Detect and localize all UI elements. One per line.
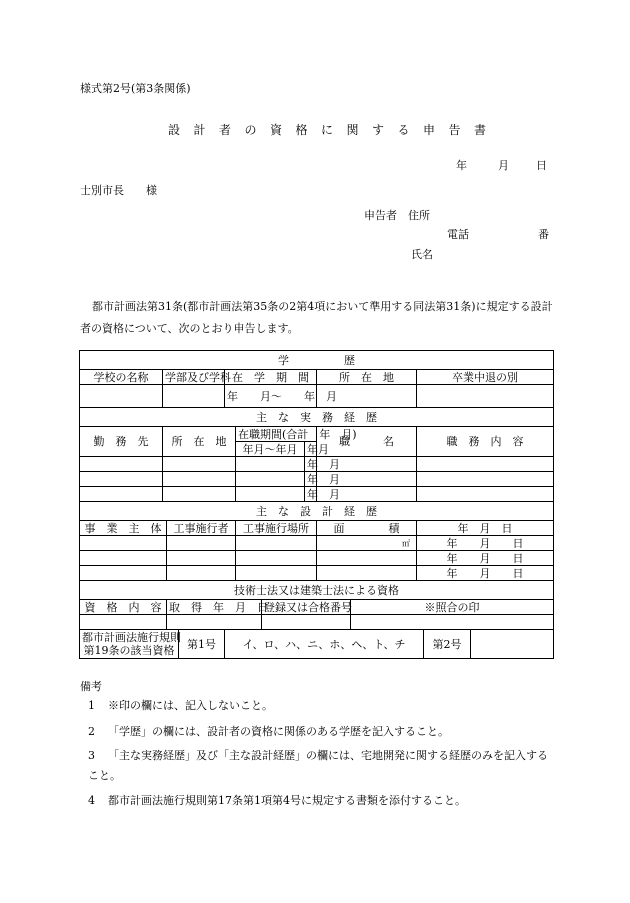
work-duties-cell[interactable] [417,487,554,502]
application-form-table [79,350,554,659]
work-col-employer: 勤 務 先 [80,427,163,457]
design-site-cell[interactable] [236,551,317,566]
qualification-col-date: 取 得 年 月 日 [167,600,262,615]
design-col-contractor: 工事施行者 [167,521,236,536]
work-to-cell[interactable]: 年 月 [305,457,317,472]
applicant-phone-label: 電話 [447,228,469,241]
qualification-number-cell[interactable] [262,615,351,630]
work-period-to: 年月 [305,442,317,457]
work-location-cell[interactable] [163,487,236,502]
rule-19-label [80,630,179,659]
design-col-site: 工事施行場所 [236,521,317,536]
remark-item [88,722,558,742]
remark-item [88,746,558,786]
work-employer-cell[interactable] [80,487,163,502]
qualification-col-content: 資 格 内 容 [80,600,167,615]
education-school-cell[interactable] [80,385,163,408]
education-col-school: 学校の名称 [80,370,163,385]
applicant-phone-suffix: 番 [538,228,549,241]
qualification-date-cell[interactable] [167,615,262,630]
rule-item1-options[interactable]: イ、ロ、ハ、ニ、ホ、ヘ、ト、チ [225,630,424,659]
work-col-location: 所 在 地 [163,427,236,457]
remark-number: 2 [88,725,95,738]
education-col-faculty: 学部及び学科 [163,370,225,385]
design-owner-cell[interactable] [80,551,167,566]
rule-19-label-line2: 第19条の該当資格 [83,644,175,657]
date-line [456,157,547,173]
work-col-period: 在職期間(合計 年 月) [236,427,317,442]
design-contractor-cell[interactable] [167,551,236,566]
remark-number: 4 [88,794,95,807]
work-duties-cell[interactable] [417,472,554,487]
design-owner-cell[interactable] [80,536,167,551]
education-col-status: 卒業中退の別 [417,370,554,385]
date-day: 日 [536,159,547,172]
rule-item1-label: 第1号 [179,630,225,659]
remark-text: 「主な実務経歴」及び「主な設計経歴」の欄には、宅地開発に関する経歴のみを記入すること。 [88,749,548,782]
addressee: 士別市長 様 [80,184,157,197]
design-area-cell[interactable] [317,536,417,551]
work-to-cell[interactable]: 年 月 [305,487,317,502]
design-contractor-cell[interactable] [167,566,236,581]
qualification-section-title: 技術士法又は建築士法による資格 [80,581,554,600]
education-col-period: 在 学 期 間 [225,370,317,385]
qualification-seal-cell [351,615,554,630]
work-from-cell[interactable] [236,472,305,487]
applicant-address-label: 申告者 住所 [364,209,430,222]
design-date-cell[interactable]: 年 月 日 [417,566,554,581]
remarks-heading: 備考 [80,680,102,693]
remark-item [88,791,558,811]
education-faculty-cell[interactable] [163,385,225,408]
design-site-cell[interactable] [236,536,317,551]
qualification-content-cell[interactable] [80,615,167,630]
design-section-title: 主 な 設 計 経 歴 [80,502,554,521]
work-employer-cell[interactable] [80,457,163,472]
declaration-text: 都市計画法第31条(都市計画法第35条の2第4項において準用する同法第31条)に規定する設計者の資格について、次のとおり申告します。 [80,300,553,335]
remark-item [88,696,558,716]
work-section-title: 主 な 実 務 経 歴 [80,408,554,427]
remark-text: ※印の欄には、記入しないこと。 [108,699,273,712]
design-date-cell[interactable]: 年 月 日 [417,536,554,551]
design-col-date: 年 月 日 [417,521,554,536]
qualification-col-seal: ※照合の印 [351,600,554,615]
rule-19-label-line1: 都市計画法施行規則 [82,631,181,644]
design-contractor-cell[interactable] [167,536,236,551]
qualification-col-number: 登録又は合格番号 [262,600,351,615]
design-date-cell[interactable]: 年 月 日 [417,551,554,566]
date-year: 年 [456,159,467,172]
work-col-title: 職 名 [317,427,417,457]
square-meter-unit: ㎡ [402,538,410,548]
rule-item2-cell[interactable] [471,630,554,659]
design-area-cell[interactable] [317,566,417,581]
form-number: 様式第2号(第3条関係) [80,82,191,95]
work-from-cell[interactable] [236,457,305,472]
design-site-cell[interactable] [236,566,317,581]
work-col-duties: 職 務 内 容 [417,427,554,457]
work-employer-cell[interactable] [80,472,163,487]
work-location-cell[interactable] [163,472,236,487]
applicant-name-label: 氏名 [411,248,433,261]
date-month: 月 [498,159,509,172]
remark-number: 1 [88,699,95,712]
education-section-title: 学 歴 [80,351,554,370]
design-col-owner: 事 業 主 体 [80,521,167,536]
work-to-cell[interactable]: 年 月 [305,472,317,487]
page-title: 設計者の資格に関する申告書 [168,123,500,137]
work-from-cell[interactable] [236,487,305,502]
rule-item2-label: 第2号 [424,630,471,659]
work-location-cell[interactable] [163,457,236,472]
work-duties-cell[interactable] [417,457,554,472]
remark-text: 「学歴」の欄には、設計者の資格に関係のある学歴を記入すること。 [108,725,449,738]
remark-number: 3 [88,749,95,762]
work-period-from: 年月～年月 [236,442,305,457]
education-status-cell[interactable] [417,385,554,408]
education-col-location: 所 在 地 [317,370,417,385]
design-area-cell[interactable] [317,551,417,566]
design-owner-cell[interactable] [80,566,167,581]
education-period-cell[interactable]: 年 月～ 年 月 [225,385,317,408]
design-col-area: 面 積 [317,521,417,536]
remark-text: 都市計画法施行規則第17条第1項第4号に規定する書類を添付すること。 [108,794,466,807]
